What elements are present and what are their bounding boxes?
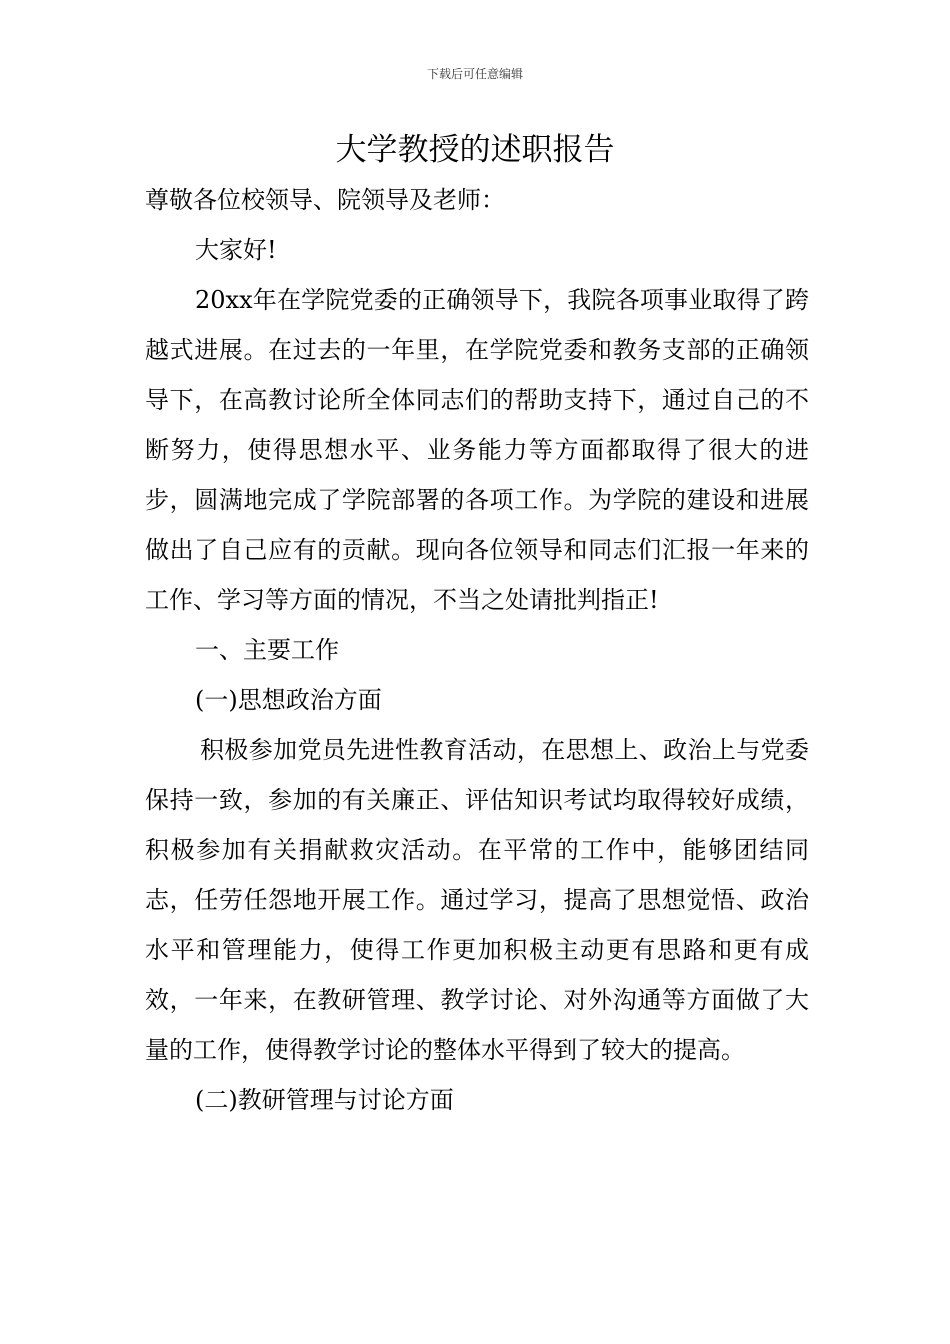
greeting: 大家好! [195, 236, 277, 264]
document-title: 大学教授的述职报告 [335, 132, 615, 168]
section-heading-main-work: 一、主要工作 [195, 636, 339, 664]
salutation: 尊敬各位校领导、院领导及老师： [145, 186, 505, 214]
subsection-heading-ideology: (一)思想政治方面 [195, 686, 382, 714]
document-body [145, 175, 809, 1125]
intro-paragraph: 20xx年在学院党委的正确领导下，我院各项事业取得了跨越式进展。在过去的一年里，在学院党委和教务支部的正确领导下，在高教讨论所全体同志们的帮助支持下，通过自己的不断努力，使得思想水平、业务能力等方面都取得了很大的进步，圆满地完成了学院部署的各项工作。为学院的建设和进展做出了自己应有的贡献。现向各位领导和同志们汇报一年来的工作、学习等方面的情况，不当之处请批判指正! [145, 286, 809, 614]
ideology-paragraph: 积极参加党员先进性教育活动，在思想上、政治上与党委保持一致，参加的有关廉正、评估知识考试均取得较好成绩，积极参加有关捐献救灾活动。在平常的工作中，能够团结同志，任劳任怨地开展工作。通过学习，提高了思想觉悟、政治水平和管理能力，使得工作更加积极主动更有思路和更有成效，一年来，在教研管理、教学讨论、对外沟通等方面做了大量的工作，使得教学讨论的整体水平得到了较大的提高。 [145, 736, 809, 1064]
subsection-heading-research: (二)教研管理与讨论方面 [195, 1086, 454, 1114]
page-header-note: 下载后可任意编辑 [426, 67, 523, 81]
